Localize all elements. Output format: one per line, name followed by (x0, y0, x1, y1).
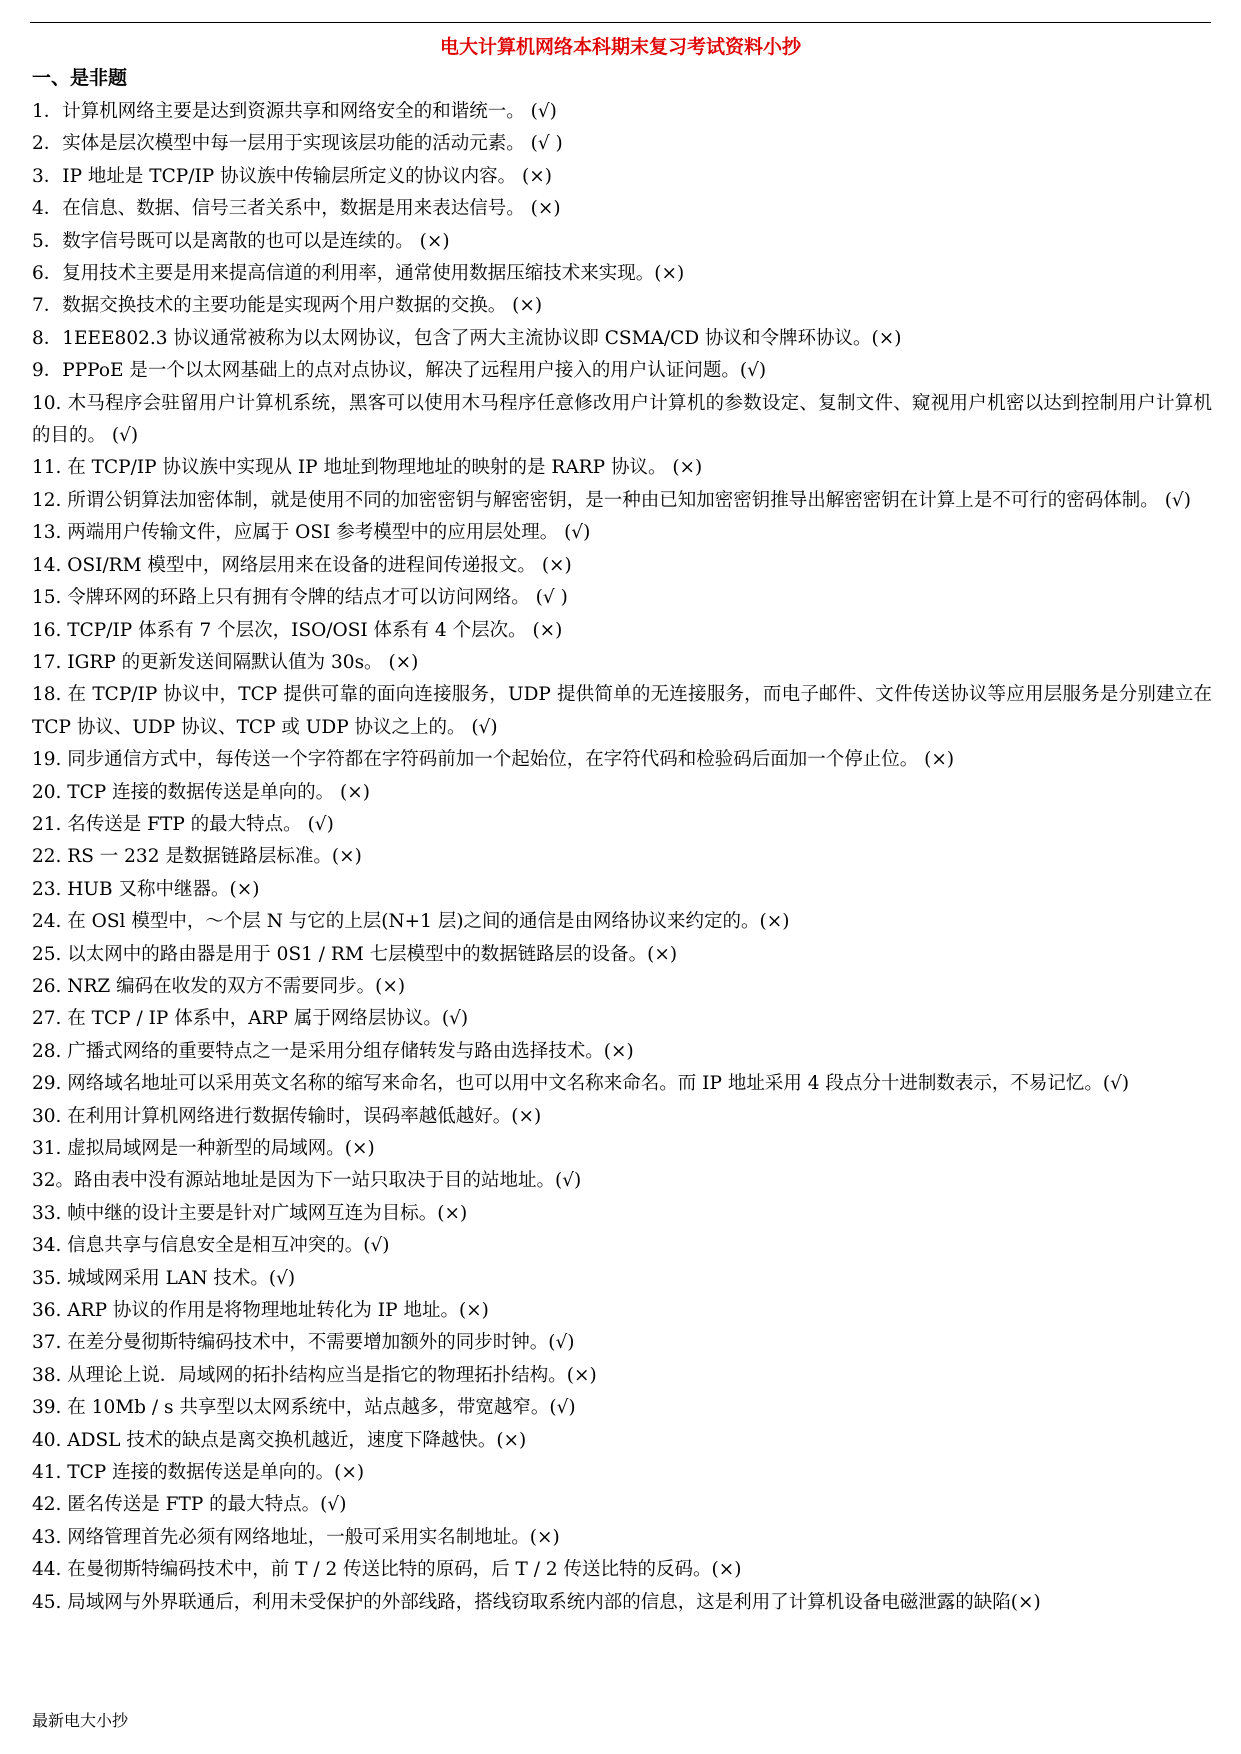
question-item: 14. OSI/RM 模型中，网络层用来在设备的进程间传递报文。 (×) (32, 554, 572, 576)
question-item: 4．在信息、数据、信号三者关系中，数据是用来表达信号。 (×) (32, 198, 561, 220)
question-item: 11. 在 TCP/IP 协议族中实现从 IP 地址到物理地址的映射的是 RARP 协议。 (×) (32, 457, 703, 479)
document-title: 电大计算机网络本科期末复习考试资料小抄 (439, 36, 801, 58)
question-item: 18. 在 TCP/IP 协议中，TCP 提供可靠的面向连接服务，UDP 提供简单的无连接服务，而电子邮件、文件传送协议等应用层服务是分别建立在 TCP 协议、UDP 协议、TCP 或 UDP 协议之上的。 (√) (32, 684, 1212, 738)
question-item: 10. 木马程序会驻留用户计算机系统，黑客可以使用木马程序任意修改用户计算机的参数设定、复制文件、窥视用户机密以达到控制用户计算机的目的。 (√) (32, 392, 1212, 447)
question-item: 21. 名传送是 FTP 的最大特点。 (√) (32, 813, 334, 835)
question-item: 39. 在 10Mb / s 共享型以太网系统中，站点越多，带宽越窄。(√) (32, 1397, 576, 1419)
question-item: 44. 在曼彻斯特编码技术中，前 T / 2 传送比特的原码，后 T / 2 传送比特的反码。(×) (32, 1559, 742, 1581)
question-item: 33. 帧中继的设计主要是针对广域网互连为目标。(×) (32, 1202, 468, 1224)
question-item: 1．计算机网络主要是达到资源共享和网络安全的和谐统一。 (√) (32, 101, 557, 122)
question-item: 42. 匿名传送是 FTP 的最大特点。(√) (32, 1494, 347, 1516)
section-heading: 一、是非题 (32, 67, 128, 89)
question-item: 23. HUB 又称中继器。(×) (32, 878, 260, 900)
question-item: 12. 所谓公钥算法加密体制，就是使用不同的加密密钥与解密密钥，是一种由已知加密密钥推导出解密密钥在计算上是不可行的密码体制。 (√) (32, 489, 1191, 511)
question-item: 29. 网络域名地址可以采用英文名称的缩写来命名，也可以用中文名称来命名。而 IP 地址采用 4 段点分十进制数表示，不易记忆。(√) (32, 1073, 1130, 1095)
question-item: 9．PPPoE 是一个以太网基础上的点对点协议，解决了远程用户接入的用户认证问题。(√) (32, 360, 767, 382)
question-item: 43. 网络管理首先必须有网络地址，一般可采用实名制地址。(×) (32, 1526, 560, 1548)
question-item: 19. 同步通信方式中，每传送一个字符都在字符码前加一个起始位，在字符代码和检验码后面加一个停止位。 (×) (32, 749, 955, 771)
question-item: 22. RS 一 232 是数据链路层标准。(×) (32, 846, 362, 868)
question-item: 34. 信息共享与信息安全是相互冲突的。(√) (32, 1235, 390, 1257)
question-item: 37. 在差分曼彻斯特编码技术中，不需要增加额外的同步时钟。(√) (32, 1332, 575, 1354)
question-item: 36. ARP 协议的作用是将物理地址转化为 IP 地址。(×) (32, 1300, 489, 1322)
question-item: 17. IGRP 的更新发送间隔默认值为 30s。 (×) (32, 651, 419, 673)
question-item: 41. TCP 连接的数据传送是单向的。(×) (32, 1462, 365, 1484)
page-footer: 最新电大小抄 (32, 1711, 129, 1730)
question-item: 35. 城域网采用 LAN 技术。(√) (32, 1267, 296, 1289)
question-list (32, 96, 1212, 1619)
question-item: 25. 以太网中的路由器是用于 0S1 / RM 七层模型中的数据链路层的设备。(×) (32, 943, 678, 965)
question-item: 26. NRZ 编码在收发的双方不需要同步。(×) (32, 975, 406, 997)
question-item: 32。路由表中没有源站地址是因为下一站只取决于目的站地址。(√) (32, 1170, 582, 1192)
question-item: 6．复用技术主要是用来提高信道的利用率，通常使用数据压缩技术来实现。(×) (32, 263, 685, 285)
question-item: 27. 在 TCP / IP 体系中，ARP 属于网络层协议。(√) (32, 1008, 469, 1030)
question-item: 24. 在 OSl 模型中，～个层 N 与它的上层(N+1 层)之间的通信是由网络协议来约定的。(×) (32, 911, 790, 933)
question-item: 20. TCP 连接的数据传送是单向的。 (×) (32, 781, 370, 803)
question-item: 16. TCP/IP 体系有 7 个层次，ISO/OSI 体系有 4 个层次。 (×) (32, 619, 563, 641)
question-item: 3．IP 地址是 TCP/IP 协议族中传输层所定义的协议内容。 (×) (32, 165, 552, 187)
question-item: 30. 在利用计算机网络进行数据传输时，误码率越低越好。(×) (32, 1105, 542, 1127)
question-item: 38. 从理论上说．局域网的拓扑结构应当是指它的物理拓扑结构。(×) (32, 1364, 597, 1386)
question-item: 8．1EEE802.3 协议通常被称为以太网协议，包含了两大主流协议即 CSMA/CD 协议和令牌环协议。(×) (32, 327, 902, 349)
question-item: 28. 广播式网络的重要特点之一是采用分组存储转发与路由选择技术。(×) (32, 1040, 634, 1062)
question-item: 5．数字信号既可以是离散的也可以是连续的。 (×) (32, 230, 450, 252)
question-item: 13. 两端用户传输文件，应属于 OSI 参考模型中的应用层处理。 (√) (32, 522, 591, 544)
question-item: 40. ADSL 技术的缺点是离交换机越近，速度下降越快。(×) (32, 1429, 527, 1451)
question-item: 2．实体是层次模型中每一层用于实现该层功能的活动元素。 (√ ) (32, 133, 563, 155)
question-item: 15. 令牌环网的环路上只有拥有令牌的结点才可以访问网络。 (√ ) (32, 587, 568, 609)
question-item: 7．数据交换技术的主要功能是实现两个用户数据的交换。 (×) (32, 295, 543, 317)
header-rule (30, 22, 1211, 23)
question-item: 45. 局域网与外界联通后，利用未受保护的外部线路，搭线窃取系统内部的信息，这是利用了计算机设备电磁泄露的缺陷(×) (32, 1591, 1041, 1613)
question-item: 31. 虚拟局域网是一种新型的局域网。(×) (32, 1138, 375, 1159)
